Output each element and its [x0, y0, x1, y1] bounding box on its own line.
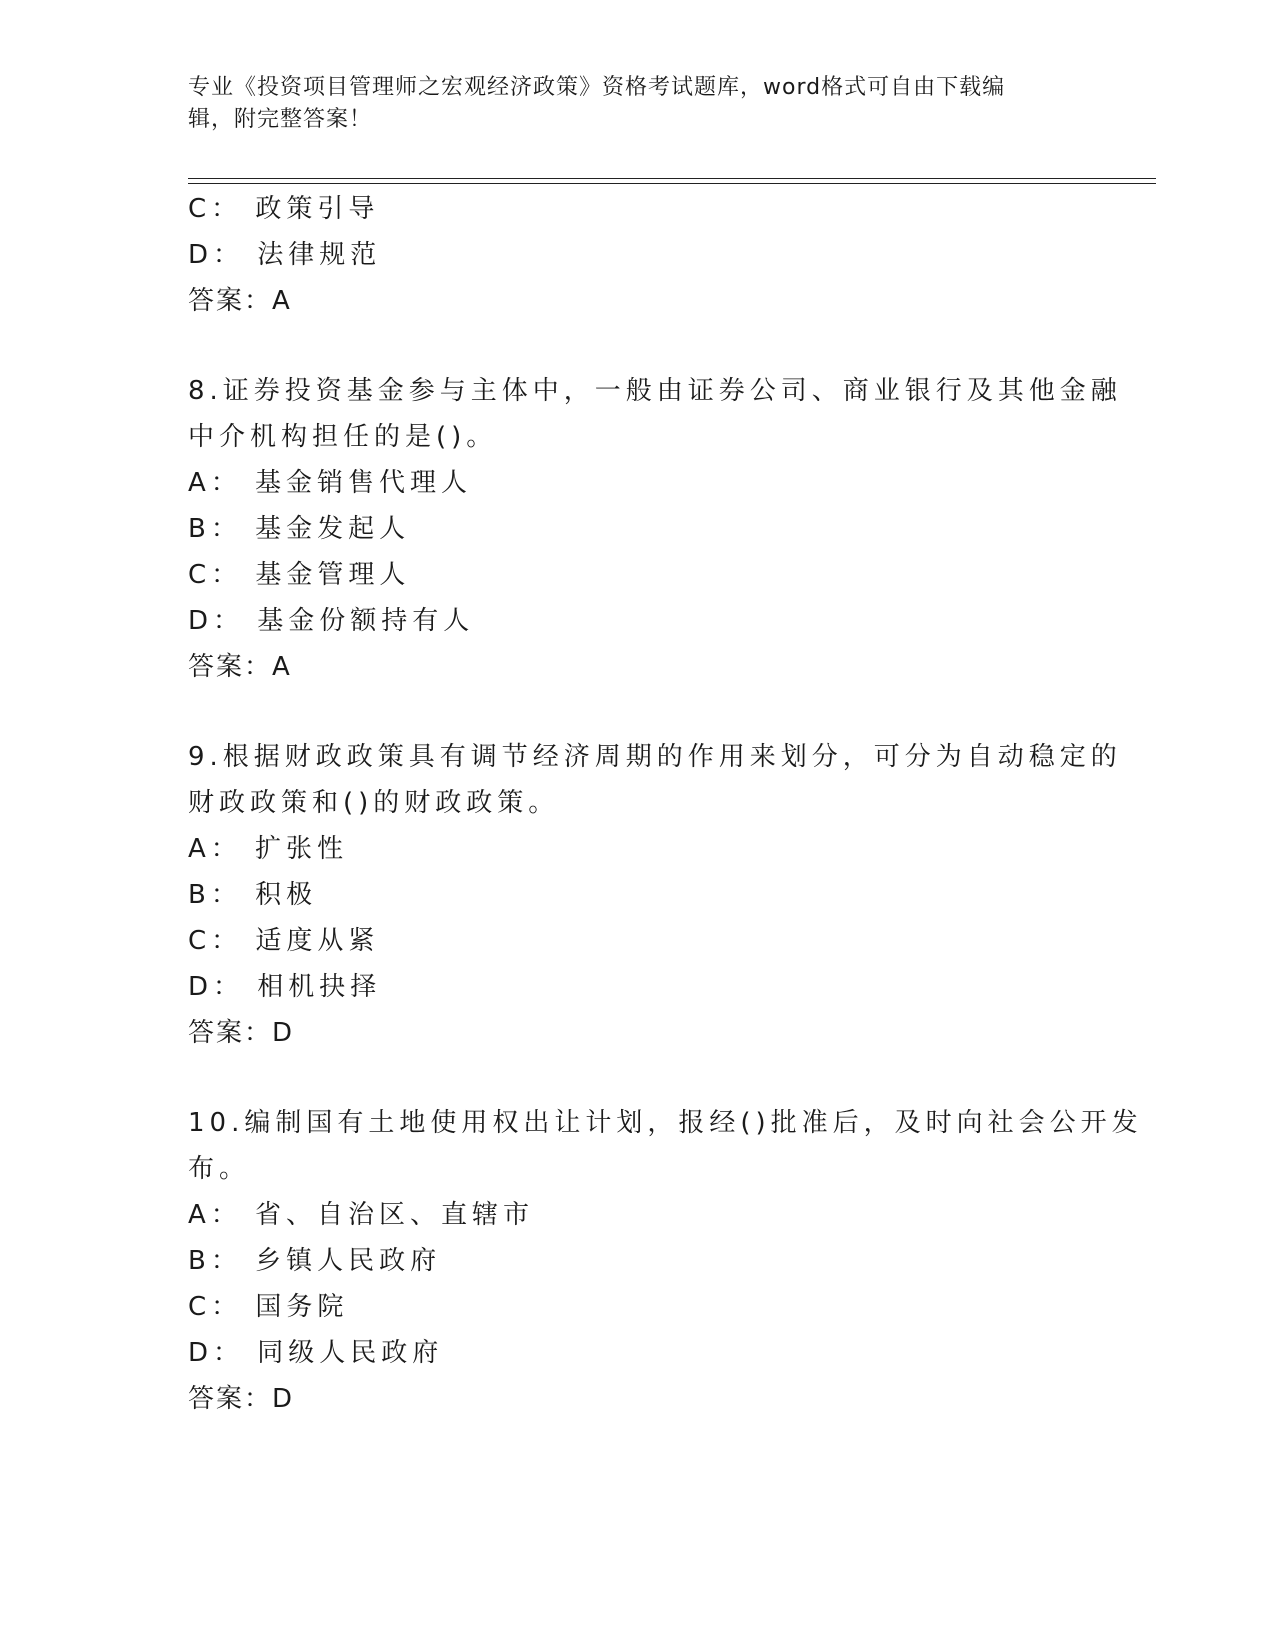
option-c: C： 国务院 [188, 1292, 349, 1322]
header-divider-bottom [188, 183, 1156, 184]
option-a: A： 基金销售代理人 [188, 468, 473, 498]
header-line-2: 辑，附完整答案！ [188, 107, 373, 132]
option-a: A： 省、自治区、直辖市 [188, 1200, 535, 1230]
option-b: B： 基金发起人 [188, 514, 411, 544]
header-divider-top [188, 178, 1156, 179]
question-text: 中介机构担任的是()。 [188, 422, 498, 452]
document-body [188, 186, 1143, 1422]
question-8 [188, 368, 1122, 690]
carryover-question [188, 186, 1068, 324]
option-c: C： 政策引导 [188, 194, 380, 224]
answer-line: 答案：A [188, 652, 292, 682]
option-a: A： 扩张性 [188, 834, 349, 864]
option-c: C： 基金管理人 [188, 560, 411, 590]
answer-line: 答案：D [188, 1018, 295, 1048]
question-text: 9.根据财政政策具有调节经济周期的作用来划分，可分为自动稳定的 [188, 742, 1122, 772]
option-b: B： 积极 [188, 880, 318, 910]
option-b: B： 乡镇人民政府 [188, 1246, 442, 1276]
option-d: D： 相机抉择 [188, 972, 382, 1002]
question-10 [188, 1100, 1143, 1422]
answer-line: 答案：A [188, 286, 292, 316]
question-text: 布。 [188, 1154, 251, 1184]
header-line-1: 专业《投资项目管理师之宏观经济政策》资格考试题库，word格式可自由下载编 [188, 75, 1006, 100]
spacer [188, 324, 1068, 368]
option-d: D： 基金份额持有人 [188, 606, 475, 636]
question-text: 10.编制国有土地使用权出让计划，报经()批准后，及时向社会公开发 [188, 1108, 1143, 1138]
spacer [188, 1056, 1068, 1100]
question-text: 财政政策和()的财政政策。 [188, 788, 560, 818]
option-d: D： 同级人民政府 [188, 1338, 444, 1368]
question-text: 8.证券投资基金参与主体中，一般由证券公司、商业银行及其他金融 [188, 376, 1122, 406]
document-header [188, 72, 1068, 136]
question-9 [188, 734, 1122, 1056]
option-c: C： 适度从紧 [188, 926, 380, 956]
spacer [188, 690, 1068, 734]
answer-line: 答案：D [188, 1384, 295, 1414]
option-d: D： 法律规范 [188, 240, 382, 270]
